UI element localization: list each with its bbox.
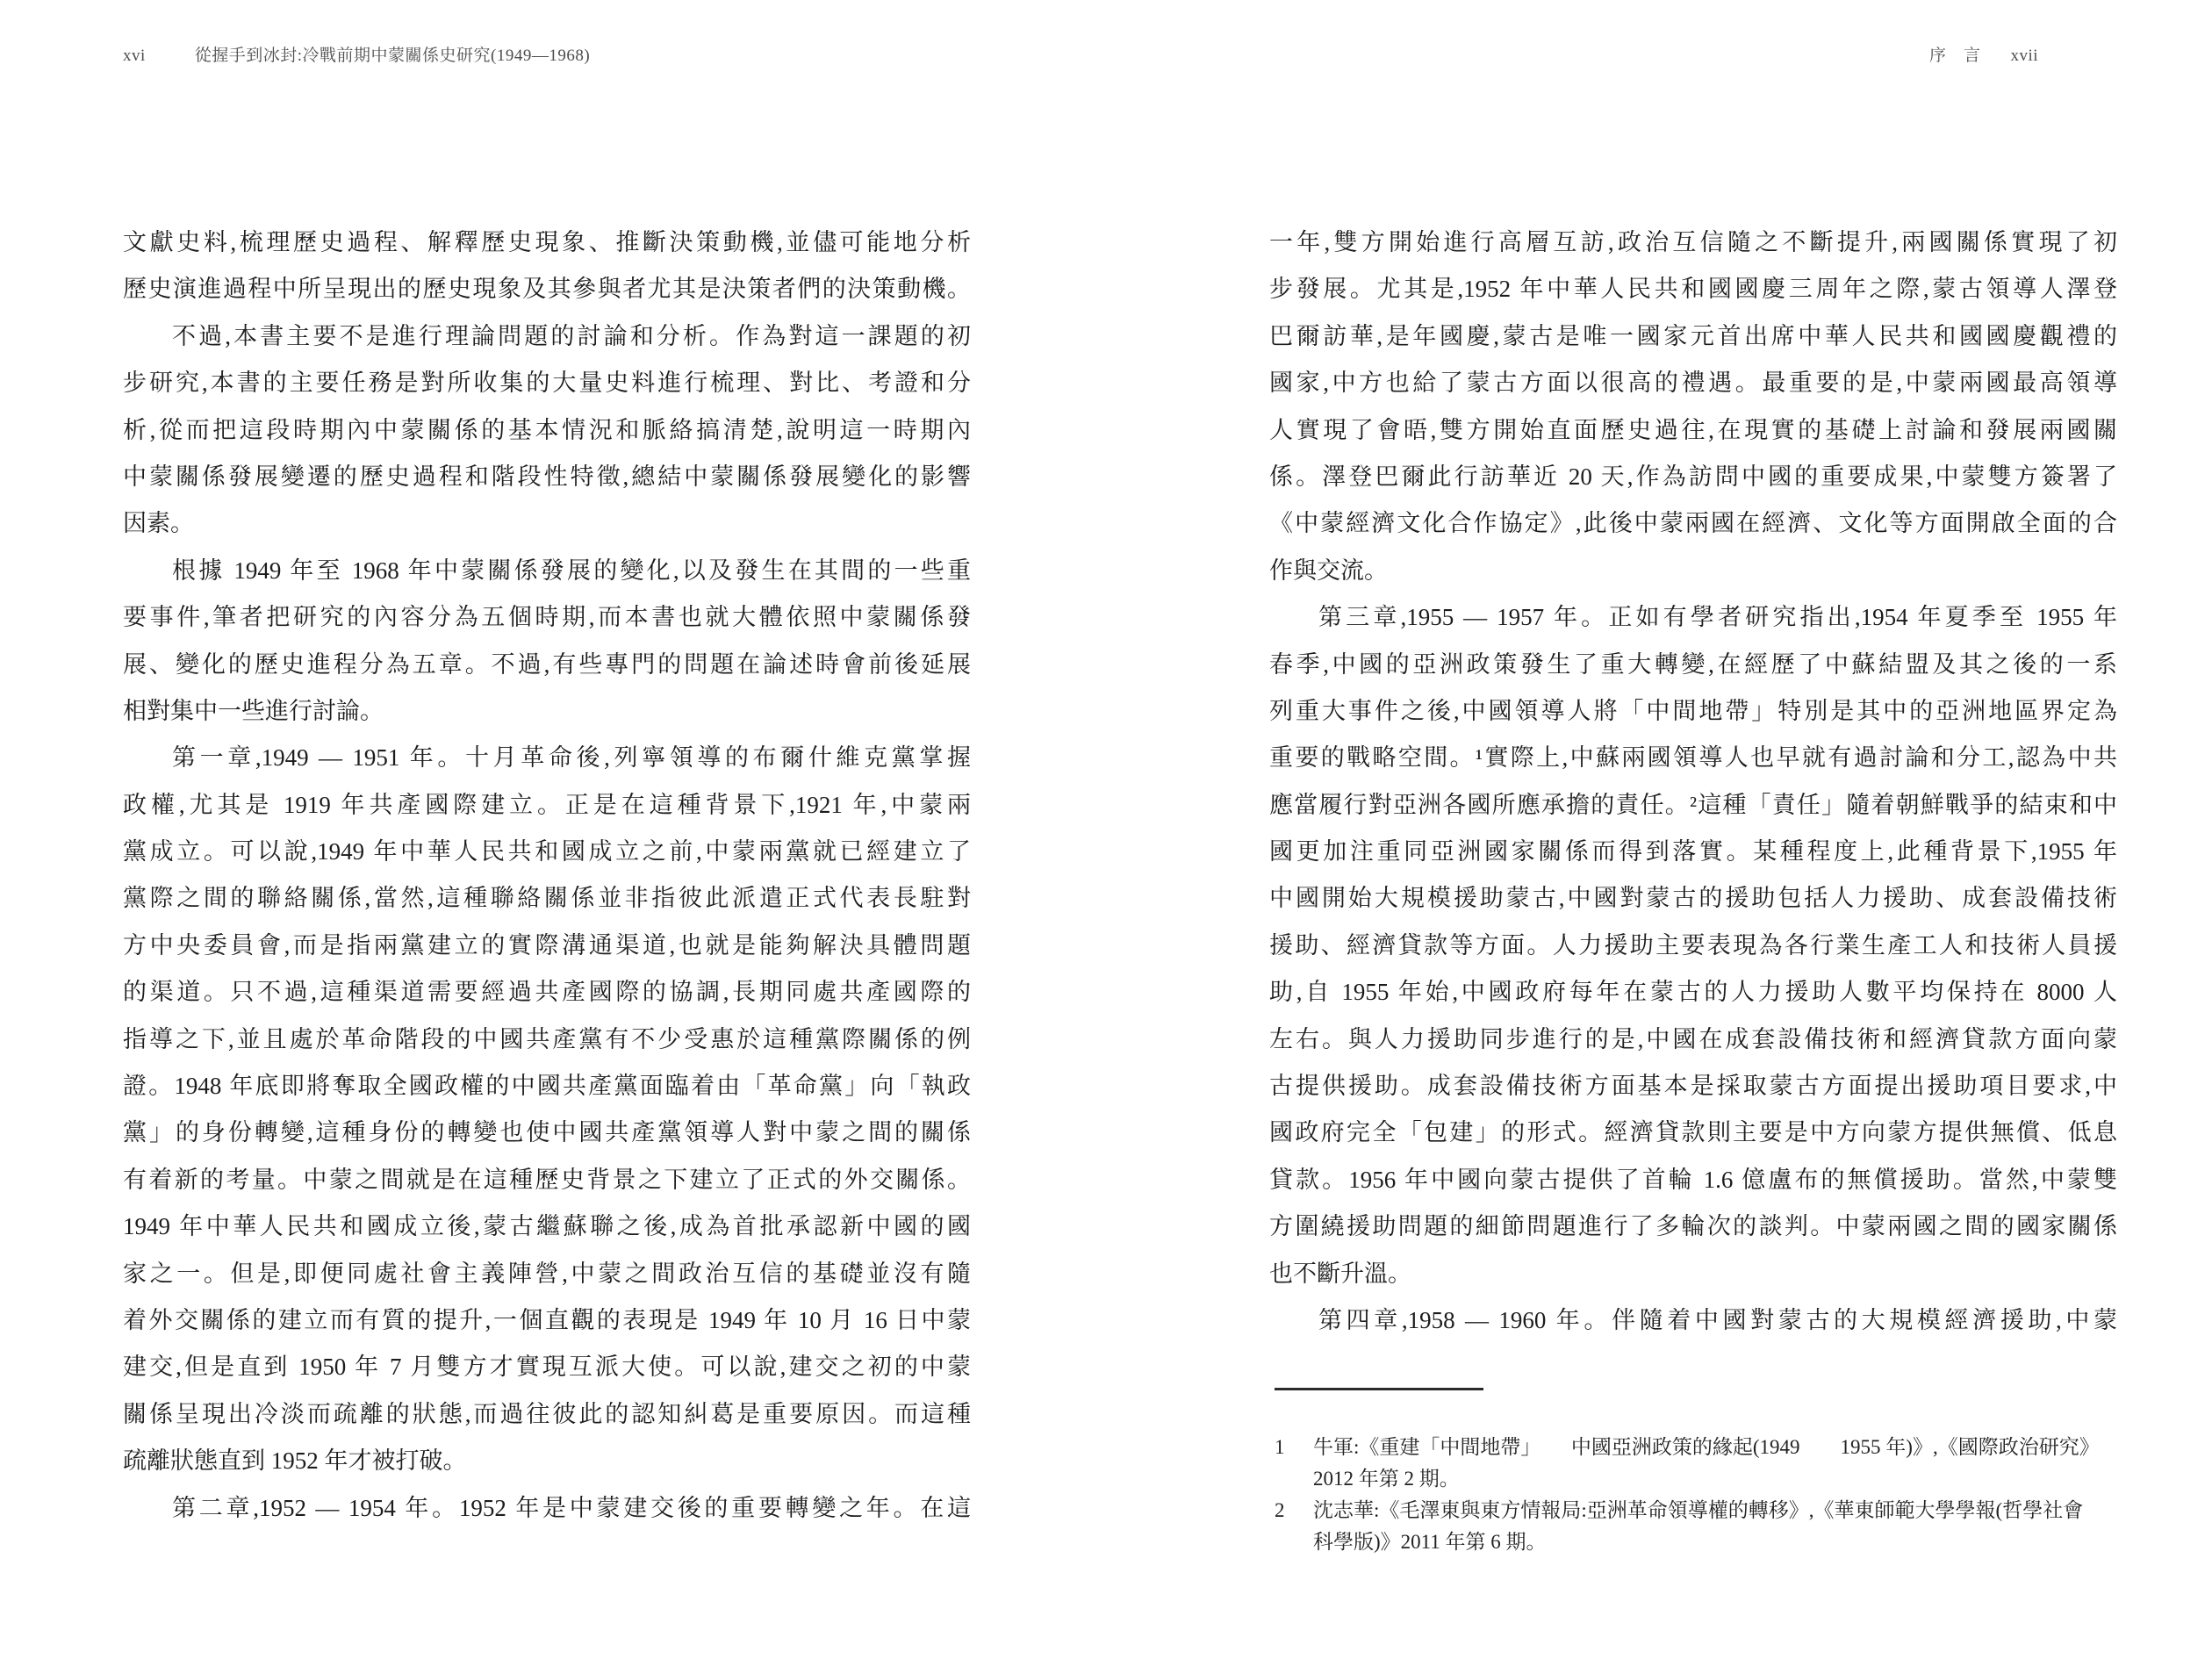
text-line: 《中蒙經濟文化合作協定》,此後中蒙兩國在經濟、文化等方面開啟全面的合 <box>1269 510 2117 537</box>
left-page-number: xvi <box>123 47 146 65</box>
text-line: 析,從而把這段時期內中蒙關係的基本情況和脈絡搞清楚,說明這一時期內 <box>123 416 971 443</box>
text-line: 展、變化的歷史進程分為五章。不過,有些專門的問題在論述時會前後延展 <box>123 650 971 678</box>
text-line: 人實現了會晤,雙方開始直面歷史過往,在現實的基礎上討論和發展兩國關 <box>1269 416 2117 443</box>
footnote-text: 沈志華:《毛澤東與東方情報局:亞洲革命領導權的轉移》,《華東師範大學學報(哲學社會 <box>1313 1499 2084 1521</box>
footnote-continuation-line: 科學版)》2011 年第 6 期。 <box>1313 1531 1547 1553</box>
text-line: 左右。與人力援助同步進行的是,中國在成套設備技術和經濟貸款方面向蒙 <box>1269 1025 2117 1052</box>
footnote-number: 2 <box>1275 1499 1285 1521</box>
text-line: 國家,中方也給了蒙古方面以很高的禮遇。最重要的是,中蒙兩國最高領導 <box>1269 370 2117 397</box>
right-page-text <box>1269 219 2117 1344</box>
text-line: 因素。 <box>123 510 194 537</box>
text-line: 指導之下,並且處於革命階段的中國共產黨有不少受惠於這種黨際關係的例 <box>123 1025 971 1052</box>
text-line: 也不斷升溫。 <box>1269 1260 1411 1287</box>
text-line: 不過,本書主要不是進行理論問題的討論和分析。作為對這一課題的初 <box>172 322 971 349</box>
footnote-line <box>1275 1495 2130 1526</box>
text-line: 國更加注重同亞洲國家關係而得到落實。某種程度上,此種背景下,1955 年 <box>1269 838 2117 865</box>
footnote-continuation-line: 2012 年第 2 期。 <box>1313 1468 1460 1490</box>
text-line: 疏離狀態直到 1952 年才被打破。 <box>123 1447 467 1475</box>
text-line: 的渠道。只不過,這種渠道需要經過共產國際的協調,長期同處共產國際的 <box>123 979 971 1006</box>
text-line: 春季,中國的亞洲政策發生了重大轉變,在經歷了中蘇結盟及其之後的一系 <box>1269 650 2117 678</box>
text-line: 一年,雙方開始進行高層互訪,政治互信隨之不斷提升,兩國關係實現了初 <box>1269 229 2117 255</box>
text-line: 第四章,1958 — 1960 年。伴隨着中國對蒙古的大規模經濟援助,中蒙 <box>1318 1306 2117 1333</box>
text-line: 着外交關係的建立而有質的提升,一個直觀的表現是 1949 年 10 月 16 日中蒙 <box>123 1306 971 1333</box>
footnote-separator <box>1275 1388 1483 1390</box>
text-line: 政權,尤其是 1919 年共產國際建立。正是在這種背景下,1921 年,中蒙兩 <box>123 791 971 818</box>
text-line: 援助、經濟貸款等方面。人力援助主要表現為各行業生產工人和技術人員援 <box>1269 931 2117 959</box>
text-line: 1949 年中華人民共和國成立後,蒙古繼蘇聯之後,成為首批承認新中國的國 <box>123 1213 971 1240</box>
footnote-text: 牛軍:《重建「中間地帶」 中國亞洲政策的緣起(1949 1955 年)》,《國際政治研究》 <box>1313 1436 2100 1458</box>
text-line: 步發展。尤其是,1952 年中華人民共和國國慶三周年之際,蒙古領導人澤登 <box>1269 276 2117 303</box>
text-line: 建交,但是直到 1950 年 7 月雙方才實現互派大使。可以說,建交之初的中蒙 <box>123 1354 971 1381</box>
text-line: 中國開始大規模援助蒙古,中國對蒙古的援助包括人力援助、成套設備技術 <box>1269 885 2117 912</box>
text-line: 巴爾訪華,是年國慶,蒙古是唯一國家元首出席中華人民共和國國慶觀禮的 <box>1269 322 2117 349</box>
text-line: 關係呈現出冷淡而疏離的狀態,而過往彼此的認知糾葛是重要原因。而這種 <box>123 1400 971 1427</box>
text-line: 證。1948 年底即將奪取全國政權的中國共產黨面臨着由「革命黨」向「執政 <box>123 1073 971 1100</box>
footnotes <box>1275 1432 2130 1558</box>
text-line: 有着新的考量。中蒙之間就是在這種歷史背景之下建立了正式的外交關係。 <box>123 1166 971 1193</box>
left-running-header <box>123 42 590 66</box>
text-line: 第三章,1955 — 1957 年。正如有學者研究指出,1954 年夏季至 1955 年 <box>1318 604 2117 631</box>
text-line: 中蒙關係發展變遷的歷史過程和階段性特徵,總結中蒙關係發展變化的影響 <box>123 463 971 490</box>
text-line: 文獻史料,梳理歷史過程、解釋歷史現象、推斷決策動機,並儘可能地分析 <box>123 229 971 255</box>
left-running-title: 從握手到冰封:冷戰前期中蒙關係史研究(1949—1968) <box>194 47 591 65</box>
text-line: 相對集中一些進行討論。 <box>123 697 384 724</box>
text-line: 根據 1949 年至 1968 年中蒙關係發展的變化,以及發生在其間的一些重 <box>172 557 971 584</box>
text-line: 國政府完全「包建」的形式。經濟貸款則主要是中方向蒙方提供無償、低息 <box>1269 1119 2117 1146</box>
left-page-text <box>123 219 971 1532</box>
text-line: 古提供援助。成套設備技術方面基本是採取蒙古方面提出援助項目要求,中 <box>1269 1073 2117 1100</box>
text-line: 作與交流。 <box>1269 557 1388 584</box>
text-line: 重要的戰略空間。¹實際上,中蘇兩國領導人也早就有過討論和分工,認為中共 <box>1269 744 2117 772</box>
text-line: 方中央委員會,而是指兩黨建立的實際溝通渠道,也就是能夠解決具體問題 <box>123 931 971 959</box>
text-line: 步研究,本書的主要任務是對所收集的大量史料進行梳理、對比、考證和分 <box>123 370 971 397</box>
right-page-number: xvii <box>2010 47 2039 65</box>
text-line: 家之一。但是,即便同處社會主義陣營,中蒙之間政治互信的基礎並沒有隨 <box>123 1260 971 1287</box>
footnote-line <box>1275 1432 2130 1463</box>
text-line: 第二章,1952 — 1954 年。1952 年是中蒙建交後的重要轉變之年。在這 <box>172 1494 971 1521</box>
text-line: 歷史演進過程中所呈現出的歷史現象及其參與者尤其是決策者們的決策動機。 <box>123 276 971 303</box>
text-line: 方圍繞援助問題的細節問題進行了多輪次的談判。中蒙兩國之間的國家關係 <box>1269 1213 2117 1240</box>
text-line: 黨成立。可以說,1949 年中華人民共和國成立之前,中蒙兩黨就已經建立了 <box>123 838 971 865</box>
text-line: 第一章,1949 — 1951 年。十月革命後,列寧領導的布爾什維克黨掌握 <box>172 744 971 772</box>
text-line: 列重大事件之後,中國領導人將「中間地帶」特別是其中的亞洲地區界定為 <box>1269 697 2117 724</box>
text-line: 貸款。1956 年中國向蒙古提供了首輪 1.6 億盧布的無償援助。當然,中蒙雙 <box>1269 1166 2117 1193</box>
right-running-header <box>1929 42 2038 66</box>
text-line: 要事件,筆者把研究的內容分為五個時期,而本書也就大體依照中蒙關係發 <box>123 604 971 631</box>
text-line: 黨」的身份轉變,這種身份的轉變也使中國共產黨領導人對中蒙之間的關係 <box>123 1119 971 1146</box>
text-line: 應當履行對亞洲各國所應承擔的責任。²這種「責任」隨着朝鮮戰爭的結束和中 <box>1269 791 2117 818</box>
footnote-number: 1 <box>1275 1436 1285 1458</box>
text-line: 黨際之間的聯絡關係,當然,這種聯絡關係並非指彼此派遣正式代表長駐對 <box>123 885 971 912</box>
text-line: 係。澤登巴爾此行訪華近 20 天,作為訪問中國的重要成果,中蒙雙方簽署了 <box>1269 463 2117 490</box>
text-line: 助,自 1955 年始,中國政府每年在蒙古的人力援助人數平均保持在 8000 人 <box>1269 979 2117 1006</box>
right-section-title: 序 言 <box>1929 47 1981 65</box>
